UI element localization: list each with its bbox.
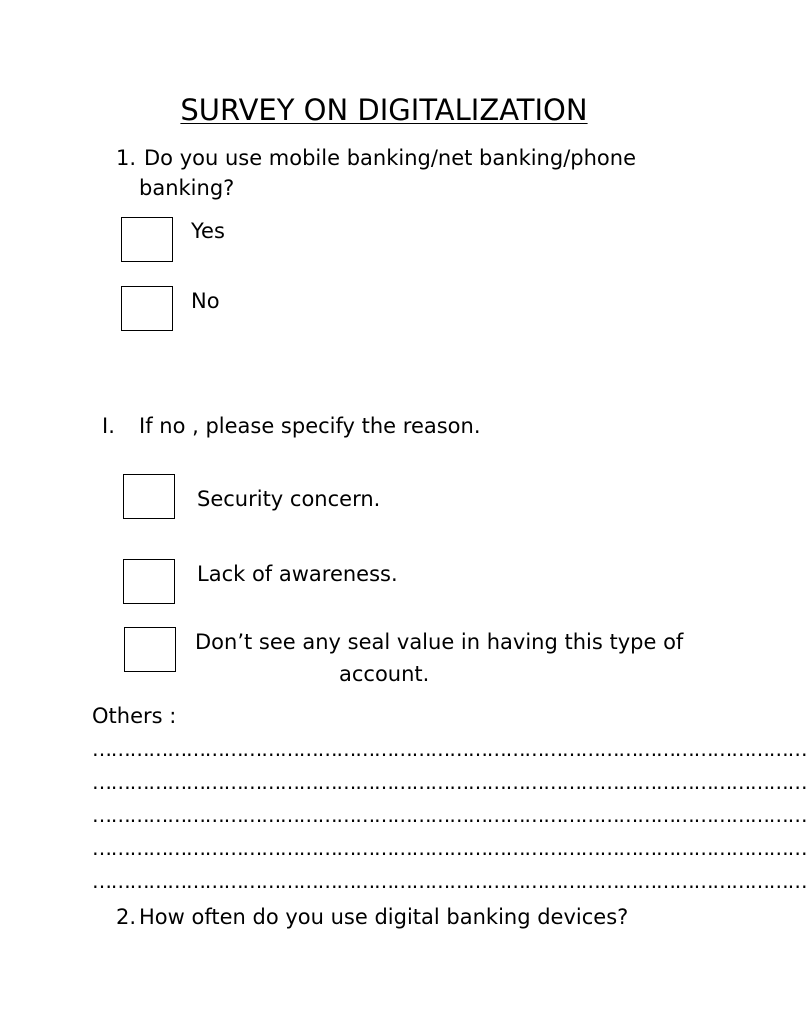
- page-title: SURVEY ON DIGITALIZATION: [180, 93, 588, 127]
- others-answer-line[interactable]: ……………………………………………………………………………………………………: [92, 803, 806, 827]
- subquestion-number: I.: [102, 414, 115, 438]
- option-no-value-label-continued: account.: [339, 662, 430, 686]
- others-answer-line[interactable]: ……………………………………………………………………………………………………: [92, 770, 806, 794]
- option-no-value-label: Don’t see any seal value in having this type of: [195, 630, 684, 654]
- checkbox-yes[interactable]: [121, 217, 173, 262]
- checkbox-lack-of-awareness[interactable]: [123, 559, 175, 604]
- question-2-number: 2.: [116, 905, 137, 929]
- question-1-text: Do you use mobile banking/net banking/phone: [144, 146, 636, 170]
- others-answer-line[interactable]: ……………………………………………………………………………………………………: [92, 869, 806, 893]
- option-lack-of-awareness-label: Lack of awareness.: [197, 562, 398, 586]
- checkbox-security-concern[interactable]: [123, 474, 175, 519]
- option-no-label: No: [191, 289, 220, 313]
- question-1-text-continued: banking?: [139, 176, 235, 200]
- question-2-text: How often do you use digital banking devices?: [139, 905, 629, 929]
- option-yes-label: Yes: [191, 219, 225, 243]
- subquestion-text: If no , please specify the reason.: [139, 414, 481, 438]
- others-answer-line[interactable]: ……………………………………………………………………………………………………: [92, 737, 806, 761]
- checkbox-no[interactable]: [121, 286, 173, 331]
- question-1-number: 1.: [116, 146, 137, 170]
- checkbox-no-value[interactable]: [124, 627, 176, 672]
- option-security-concern-label: Security concern.: [197, 487, 381, 511]
- others-answer-line[interactable]: ……………………………………………………………………………………………………: [92, 836, 806, 860]
- others-label: Others :: [92, 704, 177, 728]
